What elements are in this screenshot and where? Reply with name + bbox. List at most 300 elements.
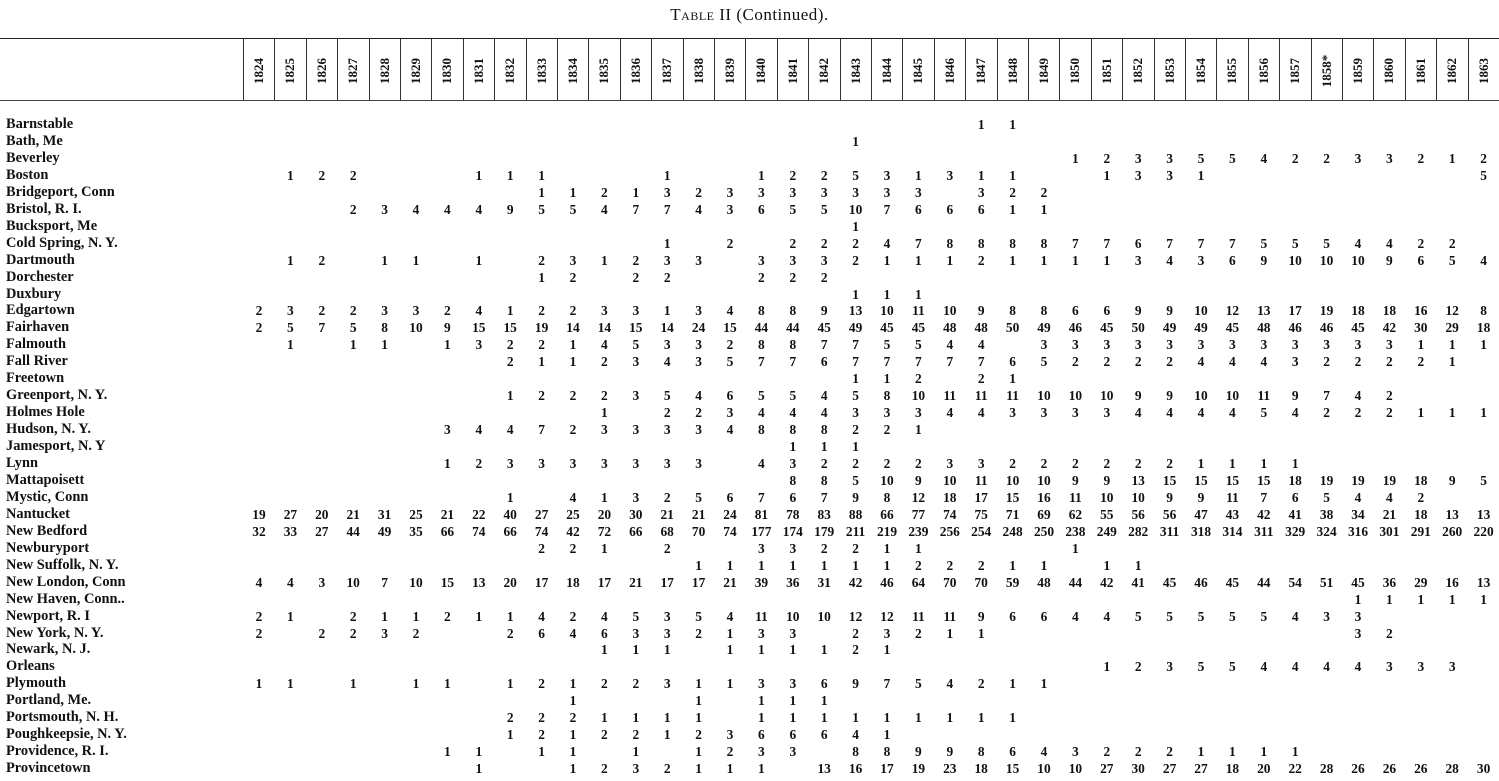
table-cell: 4: [1197, 405, 1205, 421]
table-cell: 5: [695, 608, 702, 624]
table-cell: 10: [1194, 303, 1208, 319]
table-cell: 5: [852, 472, 859, 488]
table-cell: 2: [1480, 150, 1487, 166]
table-cell: 5: [1260, 608, 1268, 624]
table-cell: 174: [782, 523, 803, 539]
table-cell: 10: [1351, 252, 1365, 268]
table-cell: 1: [1009, 252, 1016, 268]
port-name: Greenport, N. Y.: [6, 387, 108, 404]
table-cell: 3: [632, 422, 640, 438]
table-cell: 1: [1448, 337, 1456, 353]
table-cell: 5: [726, 354, 734, 370]
table-cell: 10: [1005, 472, 1020, 488]
table-cell: 42: [1257, 506, 1271, 522]
table-cell: 3: [632, 456, 640, 471]
table-cell: 2: [1417, 235, 1425, 251]
table-cell: 4: [1354, 235, 1362, 251]
table-cell: 75: [974, 506, 988, 522]
port-name: Dartmouth: [6, 251, 75, 268]
table-cell: 2: [726, 235, 734, 251]
table-cell: 2: [977, 252, 985, 268]
table-cell: 2: [569, 388, 577, 404]
table-cell: 4: [1386, 489, 1393, 505]
column-divider: [1122, 39, 1123, 100]
table-cell: 44: [346, 523, 360, 539]
table-cell: 16: [1037, 489, 1051, 505]
table-cell: 9: [1291, 388, 1299, 404]
table-cell: 1: [758, 557, 765, 573]
table-cell: 2: [820, 456, 828, 471]
table-cell: 74: [943, 506, 957, 522]
table-cell: 2: [1354, 354, 1362, 370]
table-cell: 36: [1382, 574, 1397, 590]
table-cell: 3: [1072, 744, 1079, 760]
year-header-cell: [1439, 46, 1465, 96]
table-cell: 1: [977, 117, 985, 132]
year-header-cell: [654, 46, 680, 96]
table-cell: 1: [695, 557, 702, 573]
table-cell: 26: [1414, 761, 1428, 777]
table-cell: 20: [1257, 761, 1271, 777]
table-cell: 10: [346, 574, 360, 590]
table-cell: 3: [1040, 337, 1048, 353]
table-cell: 3: [663, 625, 671, 641]
table-cell: 8: [1480, 303, 1487, 319]
year-header-cell: [1000, 46, 1026, 96]
year-header-cell: [403, 46, 429, 96]
table-cell: 48: [974, 320, 988, 336]
table-cell: 6: [538, 625, 545, 641]
table-cell: 10: [1068, 388, 1083, 404]
table-cell: 3: [632, 625, 640, 641]
table-cell: 1: [538, 184, 545, 200]
table-cell: 3: [946, 456, 954, 471]
table-cell: 6: [789, 727, 797, 743]
table-cell: 1: [946, 252, 954, 268]
year-label: 1845: [910, 58, 926, 84]
table-cell: 50: [1131, 320, 1145, 336]
table-cell: 11: [974, 472, 988, 488]
table-cell: 11: [943, 388, 957, 404]
table-cell: 4: [1480, 252, 1487, 268]
column-divider: [431, 39, 432, 100]
table-cell: 41: [1288, 506, 1302, 522]
table-cell: 18: [1288, 472, 1302, 488]
table-cell: 45: [880, 320, 894, 336]
table-cell: 30: [1414, 320, 1428, 336]
table-cell: 1: [1103, 167, 1111, 183]
table-cell: 3: [663, 337, 671, 353]
table-cell: 3: [663, 422, 671, 438]
table-cell: 1: [1009, 201, 1016, 217]
table-cell: 49: [1162, 320, 1177, 336]
table-cell: 36: [786, 574, 800, 590]
table-cell: 26: [1382, 761, 1397, 777]
table-cell: 1: [1103, 557, 1111, 573]
table-cell: 4: [569, 489, 577, 505]
table-cell: 1: [1197, 167, 1205, 183]
table-cell: 18: [1225, 761, 1240, 777]
table-cell: 16: [1445, 574, 1459, 590]
table-cell: 1: [1197, 456, 1205, 471]
table-cell: 1: [1040, 252, 1048, 268]
table-cell: 1: [506, 167, 514, 183]
table-cell: 45: [1225, 320, 1240, 336]
year-label: 1842: [816, 58, 832, 84]
table-cell: 1: [695, 761, 702, 777]
table-cell: 3: [601, 456, 608, 471]
table-cell: 291: [1410, 523, 1431, 539]
table-cell: 2: [318, 252, 326, 268]
table-cell: 4: [1291, 608, 1299, 624]
table-cell: 7: [1103, 235, 1111, 251]
table-cell: 238: [1065, 523, 1086, 539]
table-cell: 1: [1009, 710, 1016, 726]
table-cell: 3: [601, 422, 608, 438]
table-cell: 6: [1009, 608, 1016, 624]
table-cell: 7: [632, 201, 640, 217]
table-cell: 3: [506, 456, 514, 471]
table-cell: 17: [534, 574, 549, 590]
table-cell: 21: [629, 574, 643, 590]
table-cell: 1: [381, 337, 388, 353]
table-cell: 1: [381, 252, 388, 268]
table-cell: 5: [1323, 489, 1330, 505]
table-cell: 4: [601, 608, 608, 624]
table-cell: 1: [852, 557, 859, 573]
table-cell: 5: [852, 167, 859, 183]
year-header-cell: [686, 46, 712, 96]
table-cell: 4: [789, 405, 797, 421]
year-label: 1859: [1350, 58, 1365, 84]
table-cell: 7: [758, 354, 765, 370]
table-cell: 7: [1229, 235, 1236, 251]
table-cell: 3: [1040, 405, 1048, 421]
table-cell: 3: [758, 625, 765, 641]
table-cell: 2: [1386, 388, 1393, 404]
table-cell: 18: [974, 761, 988, 777]
table-cell: 3: [883, 184, 891, 200]
table-cell: 21: [440, 506, 455, 522]
table-cell: 4: [1134, 405, 1142, 421]
table-cell: 7: [758, 489, 765, 505]
table-cell: 70: [691, 523, 706, 539]
table-cell: 1: [820, 642, 828, 658]
table-cell: 4: [475, 201, 483, 217]
table-cell: 1: [287, 167, 294, 183]
table-cell: 1: [726, 625, 734, 641]
table-cell: 1: [695, 710, 702, 726]
table-cell: 1: [883, 710, 891, 726]
table-cell: 4: [569, 625, 577, 641]
table-cell: 2: [601, 184, 608, 200]
table-cell: 1: [883, 286, 891, 302]
table-cell: 311: [1254, 523, 1274, 539]
table-cell: 1: [412, 608, 420, 624]
table-cell: 7: [1197, 235, 1205, 251]
table-cell: 15: [629, 320, 643, 336]
header-bottom-rule: [0, 100, 1499, 101]
year-header-cell: [968, 46, 994, 96]
table-cell: 2: [538, 252, 545, 268]
table-cell: 1: [1448, 354, 1456, 370]
year-header-cell: [246, 46, 272, 96]
table-cell: 18: [1476, 320, 1491, 336]
table-cell: 2: [852, 642, 859, 658]
table-cell: 1: [287, 337, 294, 353]
year-header-cell: [1062, 46, 1088, 96]
table-cell: 64: [911, 574, 926, 590]
year-header-cell: [1219, 46, 1245, 96]
table-cell: 48: [943, 320, 957, 336]
table-cell: 5: [632, 337, 640, 353]
table-cell: 1: [883, 557, 891, 573]
year-header-cell: [1188, 46, 1214, 96]
year-label: 1831: [470, 58, 486, 84]
table-cell: 5: [1040, 354, 1048, 370]
column-divider: [1311, 39, 1312, 100]
year-header-cell: [529, 46, 555, 96]
table-cell: 1: [506, 676, 514, 692]
port-name: Orleans: [6, 658, 55, 675]
table-cell: 17: [597, 574, 612, 590]
year-header-cell: [1094, 46, 1120, 96]
table-cell: 7: [1323, 388, 1330, 404]
table-cell: 15: [1162, 472, 1177, 488]
table-cell: 9: [506, 201, 514, 217]
table-cell: 78: [786, 506, 800, 522]
table-cell: 8: [883, 489, 891, 505]
table-cell: 3: [412, 303, 420, 319]
table-cell: 1: [1103, 659, 1111, 675]
table-cell: 17: [691, 574, 706, 590]
table-cell: 41: [1131, 574, 1145, 590]
table-cell: 8: [758, 337, 765, 353]
table-cell: 3: [663, 456, 671, 471]
table-cell: 2: [569, 608, 577, 624]
table-cell: 9: [915, 744, 922, 760]
year-label: 1863: [1475, 58, 1491, 84]
table-cell: 3: [1229, 337, 1236, 353]
year-header-cell: [1345, 46, 1371, 96]
table-cell: 329: [1285, 523, 1306, 539]
table-cell: 4: [1103, 608, 1111, 624]
table-cell: 2: [1166, 744, 1173, 760]
year-label: 1841: [784, 58, 800, 84]
table-cell: 3: [1166, 337, 1173, 353]
table-cell: 3: [381, 303, 388, 319]
table-cell: 1: [946, 625, 954, 641]
table-cell: 3: [569, 456, 577, 471]
table-cell: 5: [1134, 608, 1142, 624]
table-cell: 1: [1009, 167, 1016, 183]
year-header-cell: [843, 46, 869, 96]
table-cell: 11: [1069, 489, 1082, 505]
table-cell: 2: [1072, 354, 1079, 370]
table-cell: 19: [534, 320, 549, 336]
year-header-cell: [1125, 46, 1151, 96]
table-cell: 8: [789, 472, 797, 488]
table-cell: 3: [632, 761, 640, 777]
table-cell: 2: [1354, 405, 1362, 421]
year-header-cell: [1251, 46, 1277, 96]
table-cell: 1: [1040, 557, 1048, 573]
table-cell: 1: [1134, 557, 1142, 573]
table-cell: 4: [820, 405, 828, 421]
table-cell: 68: [660, 523, 674, 539]
table-cell: 1: [663, 710, 671, 726]
table-cell: 21: [691, 506, 706, 522]
table-cell: 4: [475, 422, 483, 438]
column-divider: [1059, 39, 1060, 100]
table-cell: 8: [977, 744, 985, 760]
table-cell: 1: [601, 710, 608, 726]
table-cell: 45: [911, 320, 926, 336]
table-cell: 8: [381, 320, 388, 336]
port-name: New Bedford: [6, 522, 88, 539]
table-cell: 54: [1288, 574, 1302, 590]
table-cell: 7: [318, 320, 326, 336]
table-cell: 1: [538, 354, 545, 370]
table-cell: 4: [1291, 405, 1299, 421]
table-cell: 9: [946, 744, 954, 760]
column-divider: [306, 39, 307, 100]
year-label: 1844: [879, 58, 894, 84]
port-name: Bucksport, Me: [6, 217, 98, 234]
table-cell: 1: [852, 371, 859, 387]
table-cell: 1: [444, 456, 451, 471]
table-cell: 1: [412, 252, 420, 268]
table-cell: 74: [534, 523, 549, 539]
table-cell: 4: [255, 574, 263, 590]
table-cell: 3: [977, 456, 985, 471]
year-label: 1828: [376, 58, 392, 84]
table-cell: 50: [1005, 320, 1020, 336]
table-cell: 17: [660, 574, 674, 590]
table-cell: 1: [601, 540, 608, 556]
table-cell: 45: [1225, 574, 1240, 590]
table-cell: 3: [1134, 252, 1142, 268]
table-cell: 10: [848, 201, 863, 217]
table-cell: 4: [601, 201, 608, 217]
year-header-cell: [1031, 46, 1057, 96]
table-cell: 5: [1229, 608, 1236, 624]
table-cell: 9: [852, 489, 859, 505]
table-cell: 2: [663, 405, 671, 421]
table-cell: 27: [1100, 761, 1114, 777]
table-cell: 9: [1166, 303, 1173, 319]
header-top-rule: [0, 38, 1499, 39]
table-cell: 5: [287, 320, 294, 336]
table-cell: 3: [1386, 337, 1393, 353]
table-cell: 2: [1323, 405, 1330, 421]
table-cell: 8: [883, 388, 891, 404]
table-cell: 2: [789, 269, 797, 285]
table-cell: 23: [943, 761, 957, 777]
table-cell: 2: [632, 727, 640, 743]
table-cell: 33: [283, 523, 298, 539]
table-cell: 4: [852, 727, 859, 743]
table-cell: 3: [569, 252, 577, 268]
table-cell: 4: [1229, 405, 1236, 421]
table-cell: 12: [848, 608, 863, 624]
table-cell: 12: [880, 608, 894, 624]
table-cell: 6: [1417, 252, 1425, 268]
table-cell: 2: [412, 625, 420, 641]
table-title-suffix: (Continued).: [736, 5, 829, 24]
table-cell: 4: [695, 388, 702, 404]
column-divider: [620, 39, 621, 100]
table-cell: 211: [845, 523, 866, 539]
table-cell: 2: [977, 557, 985, 573]
table-cell: 4: [977, 337, 985, 353]
table-cell: 10: [943, 303, 957, 319]
table-cell: 5: [1260, 235, 1268, 251]
table-cell: 2: [1134, 744, 1142, 760]
column-divider: [1436, 39, 1437, 100]
table-cell: 1: [758, 710, 765, 726]
table-cell: 1: [915, 252, 922, 268]
table-cell: 2: [852, 252, 859, 268]
table-cell: 66: [503, 523, 517, 539]
table-cell: 20: [315, 506, 329, 522]
table-cell: 4: [287, 574, 294, 590]
column-divider: [745, 39, 746, 100]
table-cell: 7: [915, 354, 922, 370]
table-cell: 1: [977, 625, 985, 641]
table-cell: 3: [1103, 405, 1111, 421]
table-cell: 2: [349, 625, 357, 641]
table-cell: 74: [472, 523, 486, 539]
table-cell: 2: [1386, 354, 1393, 370]
port-name: Nantucket: [6, 505, 70, 522]
table-cell: 2: [1009, 184, 1016, 200]
column-divider: [588, 39, 589, 100]
table-cell: 1: [883, 727, 891, 743]
table-cell: 45: [1351, 320, 1365, 336]
table-cell: 1: [601, 489, 608, 505]
port-name: Beverley: [6, 149, 60, 166]
table-cell: 1: [883, 642, 891, 658]
table-cell: 6: [601, 625, 608, 641]
table-cell: 1: [287, 676, 294, 692]
table-cell: 8: [758, 422, 765, 438]
table-cell: 2: [569, 422, 577, 438]
table-cell: 2: [318, 625, 326, 641]
table-cell: 3: [663, 676, 671, 692]
table-cell: 3: [758, 252, 765, 268]
table-cell: 1: [1040, 676, 1048, 692]
table-cell: 249: [1096, 523, 1117, 539]
table-cell: 2: [977, 371, 985, 387]
table-cell: 2: [946, 557, 954, 573]
table-cell: 59: [1005, 574, 1020, 590]
table-cell: 4: [726, 303, 734, 319]
table-cell: 6: [758, 201, 765, 217]
table-cell: 3: [726, 405, 734, 421]
table-cell: 2: [349, 167, 357, 183]
table-cell: 2: [255, 303, 263, 319]
table-cell: 56: [1162, 506, 1177, 522]
table-cell: 1: [883, 540, 891, 556]
table-cell: 26: [1351, 761, 1365, 777]
table-cell: 4: [1260, 354, 1268, 370]
table-cell: 18: [943, 489, 957, 505]
table-cell: 1: [1480, 405, 1487, 421]
table-cell: 3: [1134, 337, 1142, 353]
table-cell: 2: [444, 303, 451, 319]
table-cell: 1: [915, 422, 922, 438]
